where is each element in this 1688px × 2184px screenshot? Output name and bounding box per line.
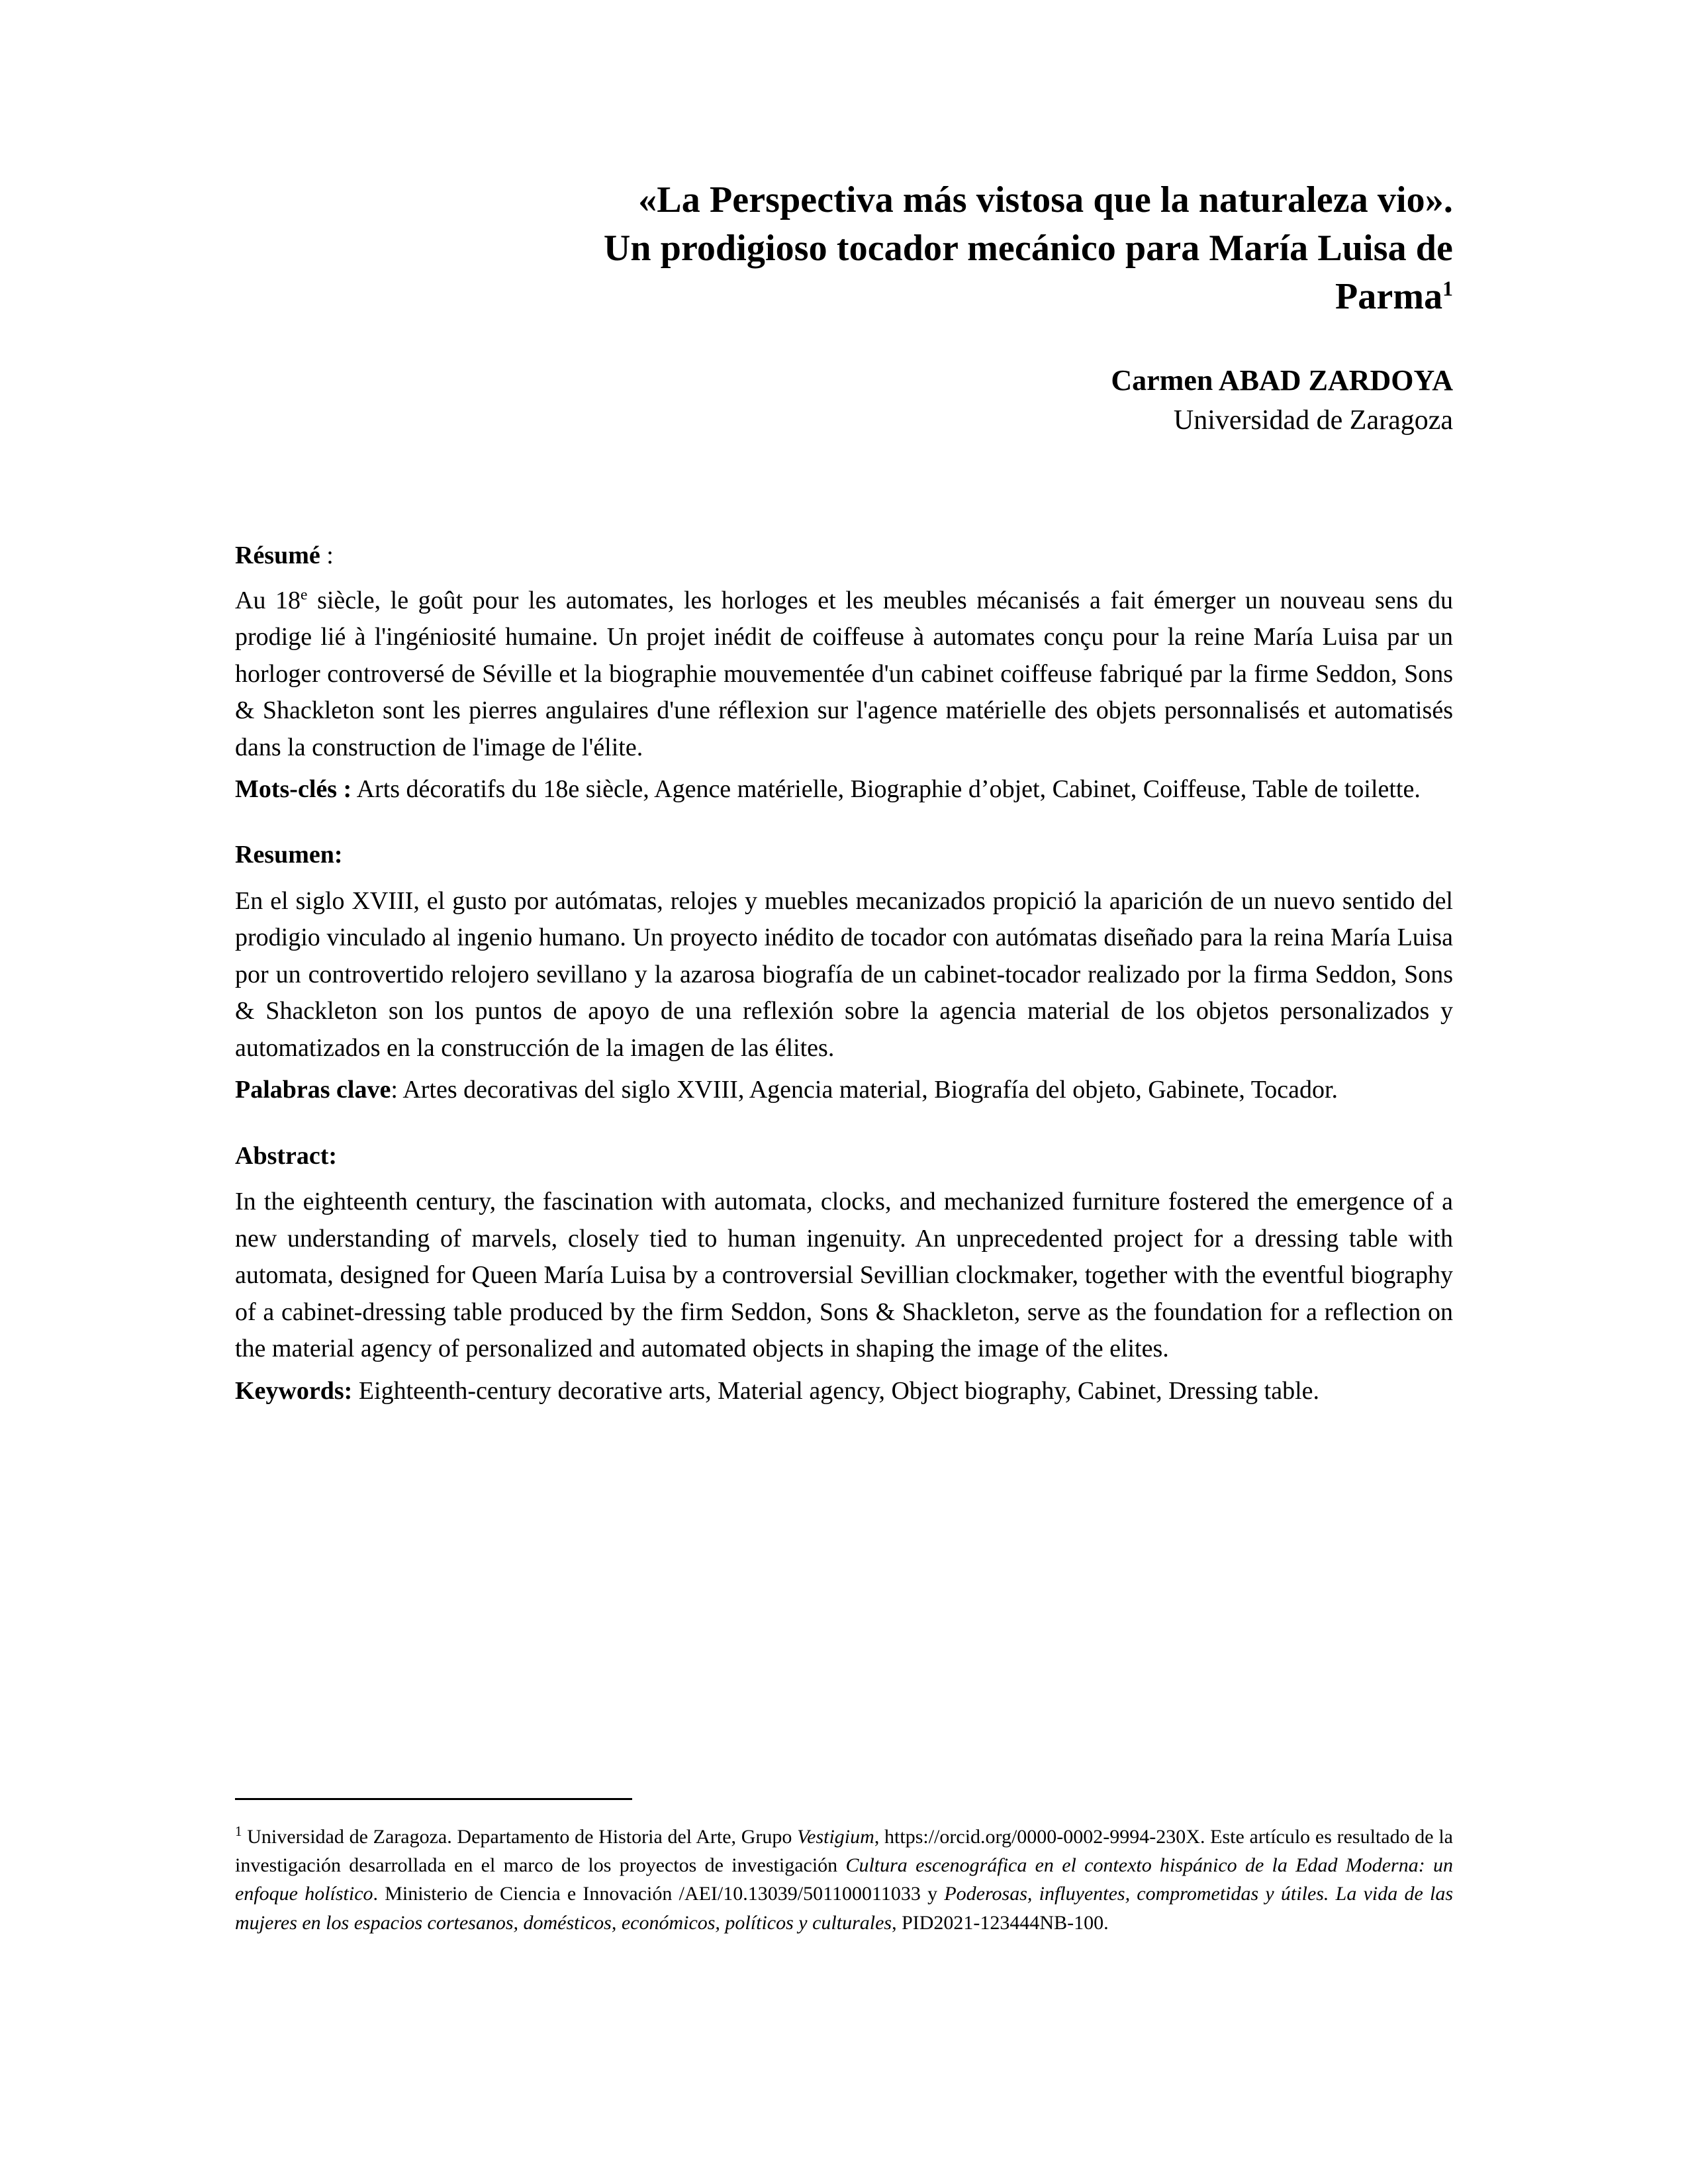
title-line-2: Un prodigioso tocador mecánico para María Luisa de (603, 227, 1453, 269)
resume-keywords-value: Arts décoratifs du 18e siècle, Agence matérielle, Biographie d’objet, Cabinet, Coiffeuse, Table de toilette. (352, 775, 1421, 803)
footnote-separator-rule (235, 1798, 632, 1800)
author-affiliation: Universidad de Zaragoza (1173, 404, 1453, 436)
footnote-area (235, 1798, 1453, 1937)
resume-body (235, 583, 1453, 766)
footnote-part-2: , https://orcid.org/0000-0002-9994-230X. Este artículo es resultado de la investigación desarrollada en el marco de los proyectos de investigación (235, 1826, 1454, 1877)
resume-keywords-label: Mots-clés : (235, 775, 352, 803)
title-block (235, 0, 1453, 320)
abstract-heading-bold: Abstract: (235, 1141, 338, 1170)
resume-body-post: siècle, le goût pour les automates, les horloges et les meubles mécanisés a fait émerger un nouveau sens du prodige lié à l'ingéniosité humaine. Un projet inédit de coiffeuse à automates conçu pour la reine María Luisa par un horloger controversé de Séville et la biographie mouvementée d'un cabinet coiffeuse fabriqué par la firme Seddon, Sons & Shackleton sont les pierres angulaires d'une réflexion sur l'agence matérielle des objets personnalisés et automatisés dans la construction de l'image de l'élite. (235, 586, 1453, 761)
abstract-section-spanish (235, 837, 1453, 1108)
footnote-marker: 1 (235, 1823, 242, 1839)
title-footnote-marker[interactable]: 1 (1442, 276, 1453, 300)
resume-keywords (235, 771, 1453, 808)
abstract-heading (235, 1138, 1453, 1174)
abstract-section-french (235, 538, 1453, 808)
resumen-keywords-value: : Artes decorativas del siglo XVIII, Agencia material, Biografía del objeto, Gabinete, Tocador. (391, 1076, 1338, 1104)
resumen-heading (235, 837, 1453, 873)
title-line-3: Parma (1335, 275, 1443, 317)
resumen-body: En el siglo XVIII, el gusto por autómatas, relojes y muebles mecanizados propició la aparición de un nuevo sentido del prodigio vinculado al ingenio humano. Un proyecto inédito de tocador con autómatas diseñado para la reina María Luisa por un controvertido relojero sevillano y la azarosa biografía de un cabinet-tocador realizado por la firma Seddon, Sons & Shackleton son los puntos de apoyo de una reflexión sobre la agencia material de los objetos personalizados y automatizados en la construcción de la imagen de las élites. (235, 886, 1453, 1062)
footnote-italic-1: Vestigium (797, 1826, 874, 1848)
resume-heading (235, 538, 1453, 574)
author-name: Carmen ABAD ZARDOYA (1111, 364, 1453, 397)
footnote-part-3: . Ministerio de Ciencia e Innovación /AEI/10.13039/501100011033 y (373, 1883, 945, 1905)
document-content (235, 0, 1453, 1409)
resume-body-superscript: e (301, 585, 308, 603)
abstract-keywords-value: Eighteenth-century decorative arts, Material agency, Object biography, Cabinet, Dressing table. (352, 1376, 1320, 1405)
resumen-keywords (235, 1072, 1453, 1108)
footnote-part-4: , PID2021-123444NB-100. (892, 1911, 1109, 1934)
footnote-part-1: Universidad de Zaragoza. Departamento de Historia del Arte, Grupo (242, 1826, 798, 1848)
title-line-1: «La Perspectiva más vistosa que la naturaleza vio». (638, 179, 1453, 220)
resume-heading-bold: Résumé (235, 542, 320, 570)
abstract-keywords (235, 1373, 1453, 1409)
abstract-keywords-label: Keywords: (235, 1376, 353, 1405)
resume-heading-rest: : (320, 542, 334, 570)
abstract-body: In the eighteenth century, the fascination with automata, clocks, and mechanized furniture fostered the emergence of a new understanding of marvels, closely tied to human ingenuity. An unprecedented project for a dressing table with automata, designed for Queen María Luisa by a controversial Sevillian clockmaker, together with the eventful biography of a cabinet-dressing table produced by the firm Seddon, Sons & Shackleton, serve as the foundation for a reflection on the material agency of personalized and automated objects in shaping the image of the elites. (235, 1188, 1453, 1363)
abstracts-block (235, 538, 1453, 1409)
resume-body-pre: Au 18 (235, 586, 301, 614)
resumen-keywords-label: Palabras clave (235, 1076, 391, 1104)
page-title (235, 176, 1453, 320)
footnote-italic-2: Cultura escenográfica en el contexto hispánico de la Edad Moderna: un enfoque holístico (235, 1854, 1453, 1905)
footnote-text (235, 1823, 1453, 1937)
abstract-section-english (235, 1138, 1453, 1409)
author-block (235, 361, 1453, 438)
resumen-heading-bold: Resumen: (235, 841, 343, 869)
footnote-italic-3: Poderosas, influyentes, comprometidas y útiles. La vida de las mujeres en los espacios cortesanos, domésticos, económicos, políticos y culturales (235, 1883, 1454, 1934)
